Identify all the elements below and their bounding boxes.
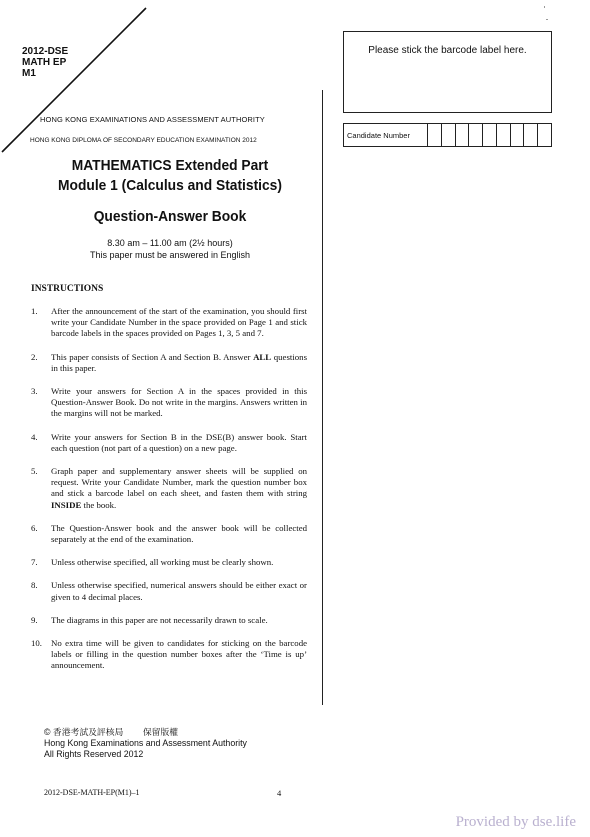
- barcode-label-box[interactable]: [343, 31, 552, 113]
- paper-code-line: M1: [22, 68, 36, 79]
- paper-code: [22, 46, 68, 79]
- candidate-digit-cell[interactable]: [428, 124, 442, 146]
- exam-time: 8.30 am – 11.00 am (2½ hours): [107, 238, 233, 248]
- copyright-reserved-chinese: 保留版權: [142, 727, 179, 737]
- subject-title: MATHEMATICS Extended Part: [71, 157, 269, 174]
- instruction-text: [51, 352, 307, 374]
- instruction-text: The diagrams in this paper are not necessarily drawn to scale.: [51, 614, 268, 625]
- candidate-digit-cell[interactable]: [456, 124, 470, 146]
- module-title: Module 1 (Calculus and Statistics): [58, 177, 282, 194]
- instruction-item: [31, 352, 307, 374]
- instruction-text: The Question-Answer book and the answer book will be collected separately at the end of the examination.: [51, 522, 307, 545]
- candidate-digit-cell[interactable]: [497, 124, 511, 146]
- instruction-item: [31, 615, 307, 626]
- column-divider: [322, 90, 323, 705]
- footer-paper-code: 2012-DSE-MATH-EP(M1)–1: [44, 788, 140, 797]
- candidate-number-box: [343, 123, 552, 147]
- instruction-number: 7.: [31, 557, 38, 568]
- instruction-text: Write your answers for Section A in the spaces provided in this Question-Answer Book. Do not write in the margins. Answers written in the margins will not be marked.: [51, 386, 307, 419]
- copyright-chinese: © 香港考試及評核局: [44, 727, 124, 737]
- instruction-number: 8.: [31, 580, 38, 591]
- instruction-item: [31, 523, 307, 545]
- authority-name: HONG KONG EXAMINATIONS AND ASSESSMENT AUTHORITY: [40, 115, 265, 124]
- instruction-number: 10.: [31, 638, 42, 649]
- instruction-item: [31, 580, 307, 602]
- instruction-number: 3.: [31, 386, 38, 397]
- copyright-line: [44, 727, 247, 738]
- instruction-emphasis: INSIDE: [51, 499, 82, 510]
- instruction-item: [31, 432, 307, 454]
- instruction-text: Unless otherwise specified, all working must be clearly shown.: [51, 557, 274, 568]
- exam-name: HONG KONG DIPLOMA OF SECONDARY EDUCATION EXAMINATION 2012: [30, 137, 257, 144]
- candidate-digit-cell[interactable]: [469, 124, 483, 146]
- copyright-block: [44, 727, 247, 760]
- instruction-text: No extra time will be given to candidates for sticking on the barcode labels or filling in the question number boxes after the ‘Time is up’ announcement.: [51, 638, 307, 671]
- candidate-digit-cell[interactable]: [483, 124, 497, 146]
- paper-code-line: MATH EP: [22, 57, 67, 68]
- instructions-heading: INSTRUCTIONS: [31, 284, 104, 294]
- candidate-digit-cell[interactable]: [524, 124, 538, 146]
- instruction-item: [31, 306, 307, 340]
- candidate-number-label: Candidate Number: [344, 124, 428, 146]
- instruction-number: 2.: [31, 351, 38, 362]
- page-number: 4: [277, 788, 282, 798]
- instruction-text-part: This paper consists of Section A and Section B. Answer: [51, 351, 254, 362]
- instruction-number: 9.: [31, 614, 38, 625]
- instructions-list: [31, 306, 307, 684]
- instruction-item: [31, 386, 307, 420]
- instruction-number: 1.: [31, 306, 38, 316]
- copyright-line: All Rights Reserved 2012: [44, 749, 144, 759]
- instruction-item: [31, 466, 307, 511]
- scan-specks: [540, 4, 550, 24]
- instruction-number: 6.: [31, 522, 38, 533]
- barcode-label-instruction: Please stick the barcode label here.: [368, 45, 527, 56]
- instruction-number: 5.: [31, 466, 38, 477]
- instruction-number: 4.: [31, 431, 38, 442]
- candidate-digit-cell[interactable]: [511, 124, 525, 146]
- instruction-text-part: Graph paper and supplementary answer sheets will be supplied on request. Write your Candidate Number, mark the question number box and stick a barcode label on each sheet, and fasten them with string: [51, 466, 307, 499]
- instruction-text-part: questions in this paper.: [51, 351, 307, 373]
- watermark: Provided by dse.life: [455, 814, 576, 830]
- instruction-text: Write your answers for Section B in the DSE(B) answer book. Start each question (not part of a question) on a new page.: [51, 431, 307, 453]
- copyright-line: Hong Kong Examinations and Assessment Authority: [44, 738, 247, 748]
- book-title: Question-Answer Book: [93, 208, 247, 225]
- language-note: This paper must be answered in English: [89, 250, 251, 260]
- instruction-text: Unless otherwise specified, numerical answers should be either exact or given to 4 decimal places.: [51, 580, 307, 602]
- instruction-text-part: the book.: [81, 499, 117, 510]
- instruction-item: [31, 638, 307, 672]
- instruction-text: After the announcement of the start of the examination, you should first write your Candidate Number in the space provided on Page 1 and stick barcode labels in the spaces provided on Pages 1, 3, 5 and 7.: [51, 306, 307, 339]
- instruction-emphasis: ALL: [253, 351, 272, 362]
- paper-code-line: 2012-DSE: [22, 46, 69, 57]
- instruction-item: [31, 557, 307, 568]
- instruction-text: [51, 466, 307, 511]
- candidate-digit-cell[interactable]: [538, 124, 551, 146]
- candidate-digit-cell[interactable]: [442, 124, 456, 146]
